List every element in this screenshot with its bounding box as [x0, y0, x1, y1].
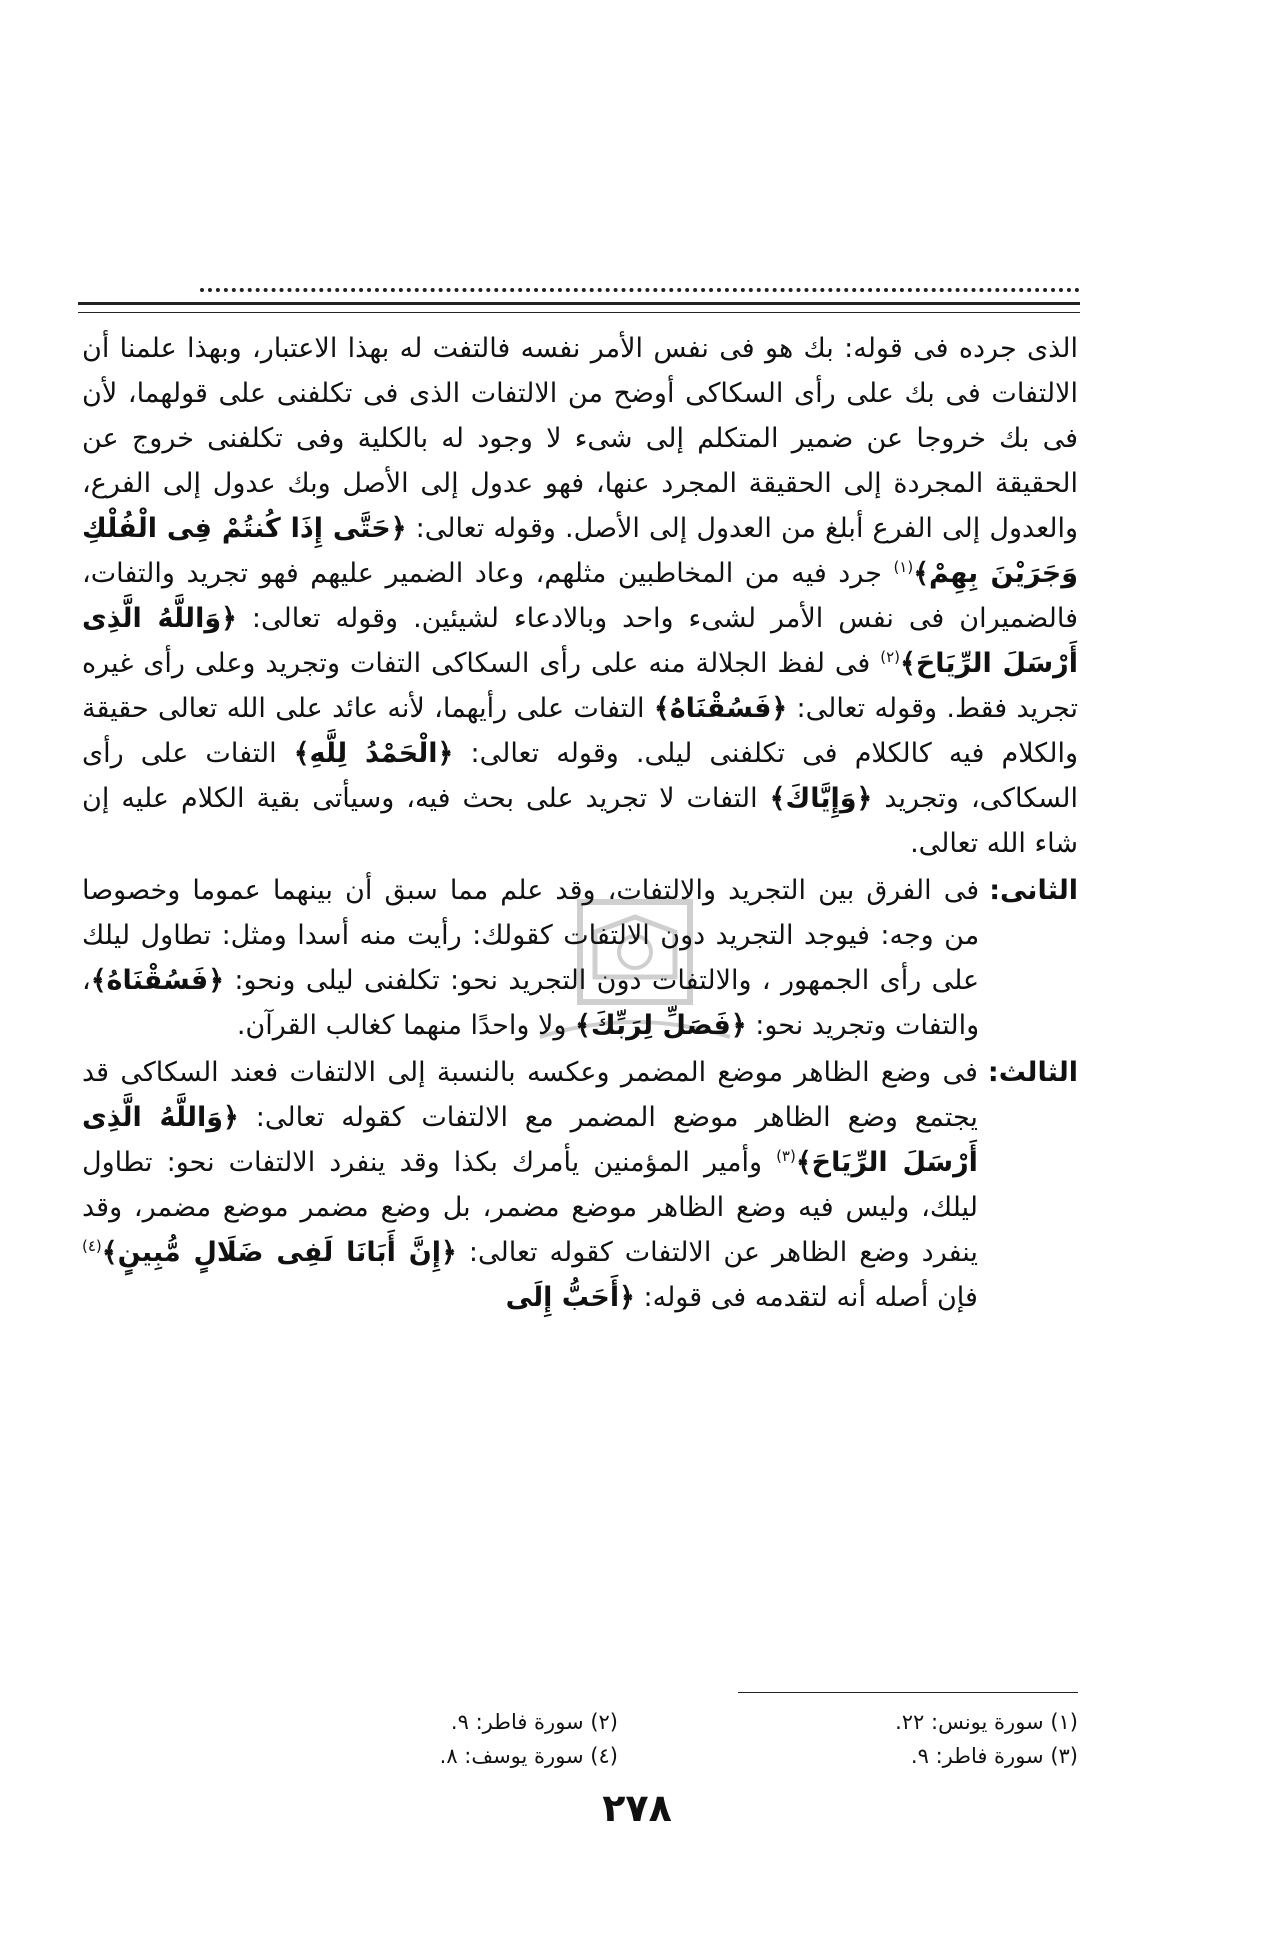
quran-verse: ﴿الْحَمْدُ لِلَّهِ﴾	[293, 738, 454, 769]
text-run: الذى جرده فى قوله: بك هو فى نفس الأمر نفسه فالتفت له بهذا الاعتبار، وبهذا علمنا أن الالتفات فى بك على رأى السكاكى أوضح من الالتفات الذى فى تكلفنى على قولهما، لأن فى بك خروجا عن ضمير المتكلم إلى شىء لا وجود له بالكلية وفى تكلفنى خروج عن الحقيقة المجردة إلى الحقيقة المجرد عنها، فهو عدول إلى الأصل وبك عدول إلى الفرع، والعدول إلى الفرع أبلغ من العدول إلى الأصل. وقوله تعالى:	[82, 333, 1078, 544]
footnotes	[82, 1705, 1078, 1773]
text-run: جرد فيه من المخاطبين مثلهم، وعاد الضمير عليهم فهو تجريد والتفات، فالضميران فى نفس الأمر لشىء واحد وبالادعاء لشيئين. وقوله تعالى:	[82, 558, 1078, 634]
header-rule-thick	[78, 302, 1080, 305]
section-label: الثانى:	[989, 875, 1078, 906]
text-run: فى الفرق بين التجريد والالتفات، وقد علم مما سبق أن بينهما عموما وخصوصا من وجه: فيوجد التجريد دون الالتفات كقولك: رأيت منه أسدا ومثل: تطاول ليلك على رأى الجمهور ، والالتفات دون التجريد نحو: تكلفنى ليلى ونحو:	[82, 875, 980, 996]
header-rule-thin	[78, 312, 1080, 313]
text-run: وأمير المؤمنين يأمرك بكذا وقد ينفرد الالتفات نحو: تطاول ليلك، وليس فيه وضع الظاهر موضع مضمر، بل وضع مضمر موضع مضمر، وقد ينفرد وضع الظاهر عن الالتفات كقوله تعالى:	[82, 1147, 978, 1268]
text-run: فإن أصله أنه لتقدمه فى قوله:	[643, 1282, 978, 1313]
quran-verse: ﴿وَاللَّهُ الَّذِى أَرْسَلَ الرِّيَاحَ﴾	[82, 603, 1078, 679]
quran-verse: ﴿فَسُقْنَاهُ﴾	[90, 965, 225, 996]
footnote-ref: (٢)	[880, 648, 901, 666]
quran-verse: ﴿فَسُقْنَاهُ﴾	[653, 693, 788, 724]
quran-verse: ﴿فَصَلِّ لِرَبِّكَ﴾	[575, 1010, 747, 1041]
quran-verse: ﴿أَحَبُّ إِلَى	[505, 1282, 635, 1313]
footnote-ref: (١)	[893, 558, 914, 576]
section-label: الثالث:	[987, 1057, 1078, 1088]
footnote-4: (٤) سورة يوسف: ٨.	[439, 1744, 618, 1768]
main-text	[82, 326, 1078, 1320]
quran-verse: ﴿وَإِيَّاكَ﴾	[769, 783, 873, 814]
quran-verse: ﴿حَتَّى إِذَا كُنتُمْ فِى الْفُلْكِ وَجَرَيْنَ بِهِمْ﴾	[82, 513, 1078, 589]
text-run: فى وضع الظاهر موضع المضمر وعكسه بالنسبة إلى الالتفات فعند السكاكى قد يجتمع وضع الظاهر موضع المضمر مع الالتفات كقوله تعالى:	[82, 1057, 978, 1133]
text-run: ، والتفات وتجريد نحو:	[82, 965, 980, 1041]
text-run: ولا واحدًا منهما كغالب القرآن.	[236, 1010, 567, 1041]
section-third	[82, 1050, 1078, 1320]
text-run: التفات على رأى السكاكى، وتجريد	[82, 738, 1078, 814]
text-run: التفات على رأيهما، لأنه عائد على الله تعالى حقيقة والكلام فيه كالكلام فى تكلفنى ليلى. وقوله تعالى:	[82, 693, 1078, 769]
paragraph-first	[82, 326, 1078, 866]
page-number: ٢٧٨	[602, 1786, 672, 1830]
footnote-rule	[738, 1692, 1078, 1693]
footnote-row	[82, 1705, 1078, 1739]
footnote-1: (١) سورة يونس: ٢٢.	[895, 1710, 1078, 1734]
header-dotted-line	[200, 288, 1080, 292]
section-text	[82, 868, 979, 1048]
section-second	[82, 868, 1078, 1048]
footnote-ref: (٣)	[776, 1147, 796, 1165]
section-text	[82, 1050, 978, 1320]
footnote-3: (٣) سورة فاطر: ٩.	[910, 1744, 1078, 1768]
footnote-ref: (٤)	[82, 1237, 102, 1255]
text-run: التفات لا تجريد على بحث فيه، وسيأتى بقية الكلام عليه إن شاء الله تعالى.	[82, 783, 1078, 859]
quran-verse: ﴿وَاللَّهُ الَّذِى أَرْسَلَ الرِّيَاحَ﴾	[82, 1102, 978, 1178]
text-run: فى لفظ الجلالة منه على رأى السكاكى التفات وتجريد وعلى رأى غيره تجريد فقط. وقوله تعالى:	[82, 648, 1078, 724]
quran-verse: ﴿إِنَّ أَبَانَا لَفِى ضَلَالٍ مُّبِينٍ﴾	[101, 1237, 457, 1268]
footnote-2: (٢) سورة فاطر: ٩.	[450, 1710, 618, 1734]
footnote-row	[82, 1739, 1078, 1773]
